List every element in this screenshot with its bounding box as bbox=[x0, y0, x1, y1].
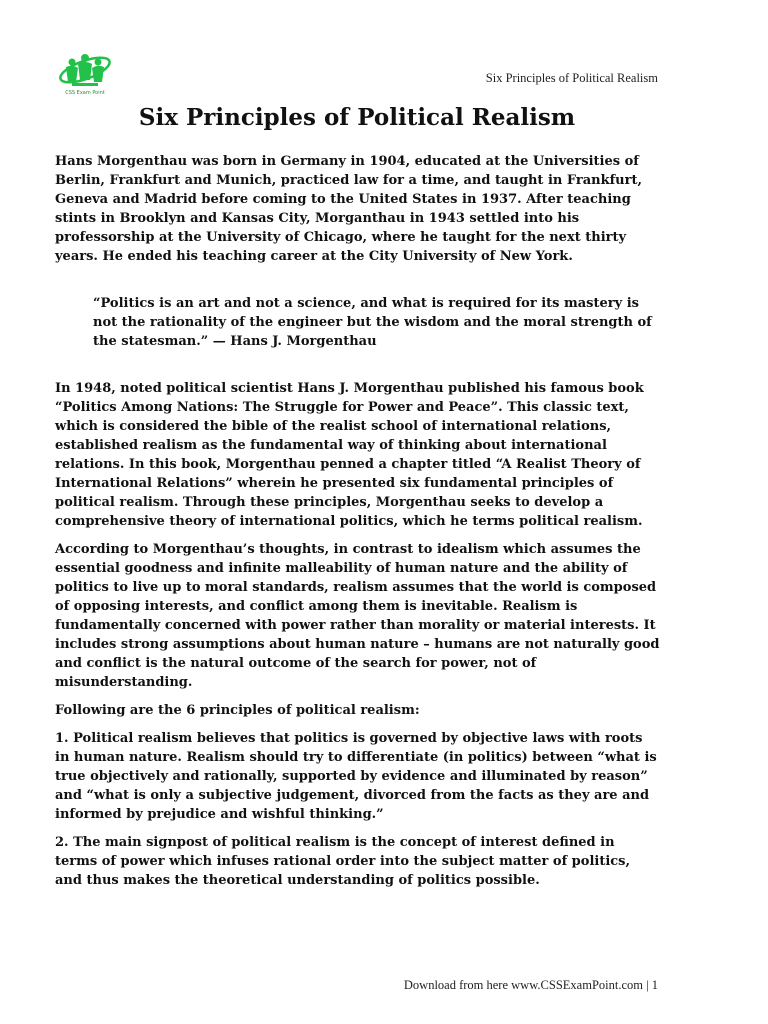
people-globe-logo-icon bbox=[54, 50, 116, 92]
paragraph-following: Following are the 6 principles of political realism: bbox=[55, 703, 420, 718]
running-header: Six Principles of Political Realism bbox=[485, 71, 658, 85]
page-title: Six Principles of Political Realism bbox=[138, 104, 576, 131]
paragraph-1948: In 1948, noted political scientist Hans J. Morgenthau published his famous book “Politics Among Nations: The Struggle for Power and Peace”. This classic text, which is considered the bible of the realist school of international relations, established realism as the fundamental way of thinking about international relations. In this book, Morgenthau penned a chapter titled “A Realist Theory of International Relations” wherein he presented six fundamental principles of political realism. Through these principles, Morgenthau seeks to develop a comprehensive theory of international politics, which he terms political realism. bbox=[55, 381, 644, 529]
morgenthau-quote: “Politics is an art and not a science, and what is required for its mastery is not the rationality of the engineer but the wisdom and the moral strength of the statesman.” — Hans J. Morgenthau bbox=[93, 296, 652, 349]
principle-2: 2. The main signpost of political realism is the concept of interest defined in terms of power which infuses rational order into the subject matter of politics, and thus makes the theoretical understanding of politics possible. bbox=[55, 835, 631, 888]
document-body bbox=[55, 152, 660, 899]
footer-download-link[interactable]: Download from here www.CSSExamPoint.com | 1 bbox=[403, 978, 658, 992]
paragraph-thoughts: According to Morgenthau’s thoughts, in contrast to idealism which assumes the essential goodness and infinite malleability of human nature and the ability of politics to live up to moral standards, realism assumes that the world is composed of opposing interests, and conflict among them is inevitable. Realism is fundamentally concerned with power rather than morality or material interests. It includes strong assumptions about human nature – humans are not naturally good and conflict is the natural outcome of the search for power, not of misunderstanding. bbox=[55, 542, 660, 690]
principle-1: 1. Political realism believes that politics is governed by objective laws with roots in human nature. Realism should try to differentiate (in politics) between “what is true objectively and rationally, supported by evidence and illuminated by reason” and “what is only a subjective judgement, divorced from the facts as they are and informed by prejudice and wishful thinking.” bbox=[55, 731, 657, 822]
logo-brand-text: CSS Exam Point bbox=[65, 90, 105, 96]
intro-paragraph: Hans Morgenthau was born in Germany in 1904, educated at the Universities of Berlin, Frankfurt and Munich, practiced law for a time, and taught in Frankfurt, Geneva and Madrid before coming to the United States in 1937. After teaching stints in Brooklyn and Kansas City, Morganthau in 1943 settled into his professorship at the University of Chicago, where he taught for the next thirty years. He ended his teaching career at the City University of New York. bbox=[55, 154, 643, 264]
